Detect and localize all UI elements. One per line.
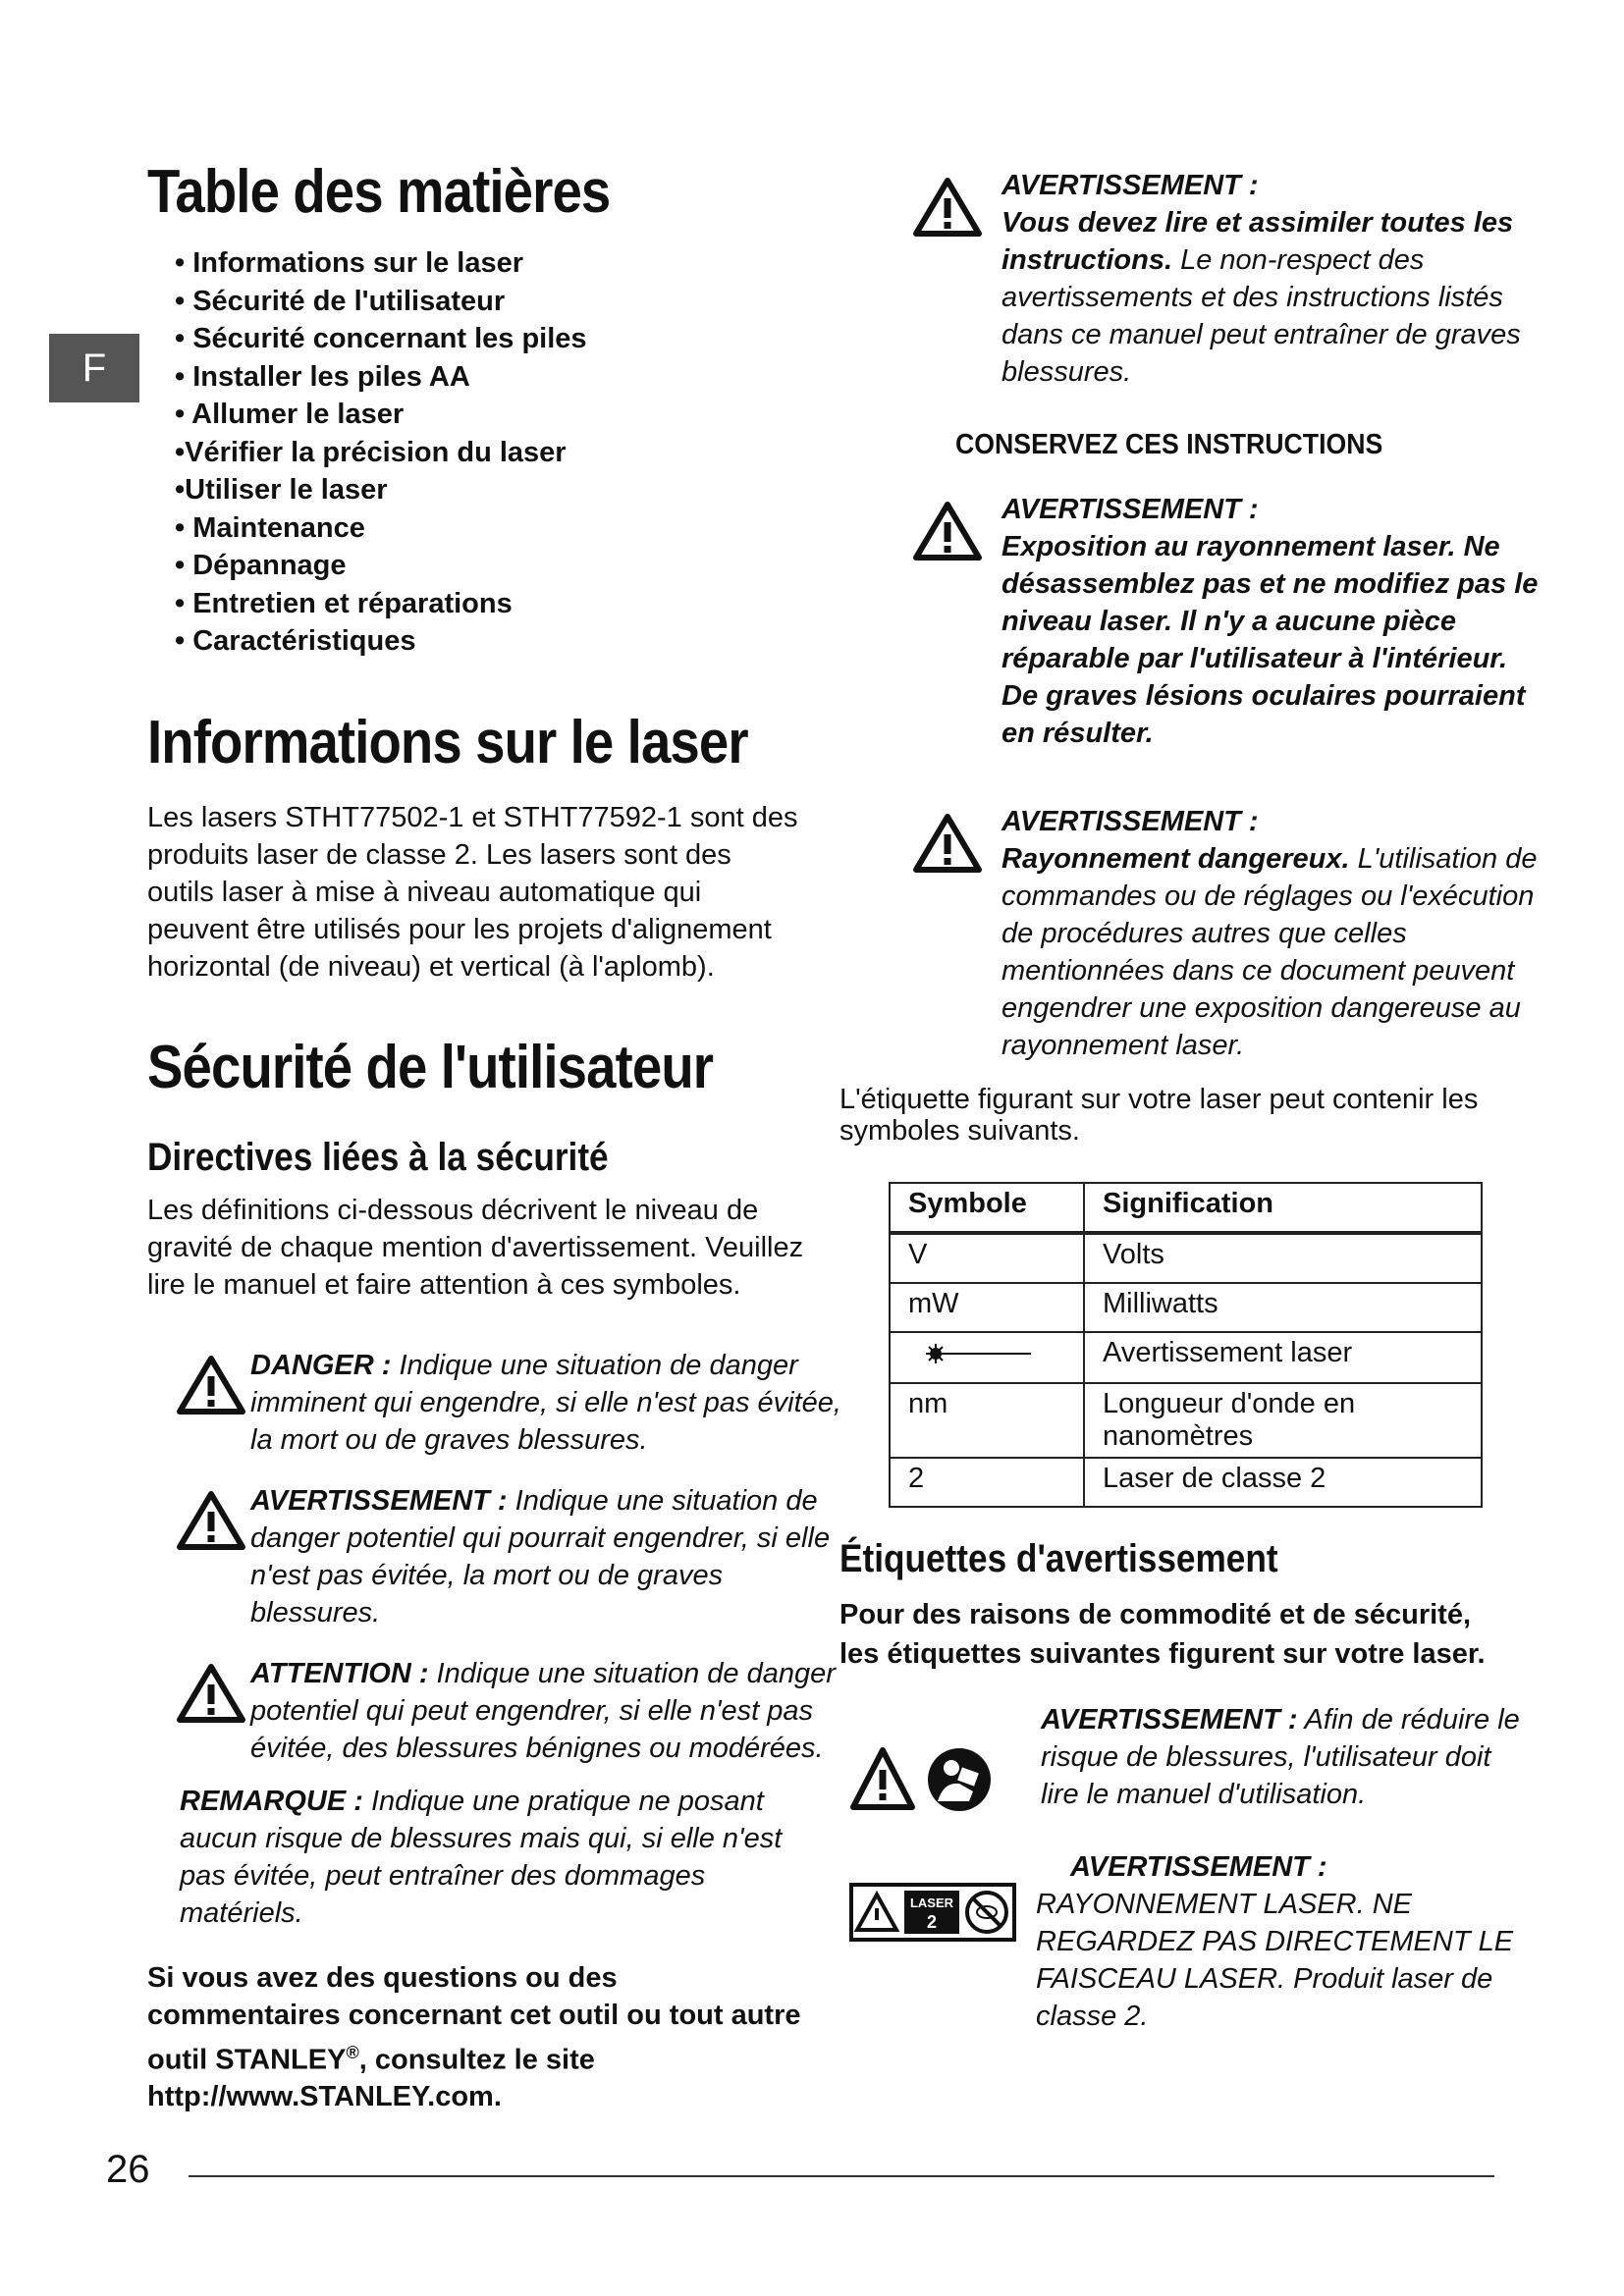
- label1-title: AVERTISSEMENT :: [1041, 1704, 1298, 1735]
- toc-item[interactable]: • Entretien et réparations: [175, 587, 513, 619]
- laser-info-body: Les lasers STHT77502-1 et STHT77592-1 sont des produits laser de classe 2. Les lasers sont des outils laser à mise à niveau automatique qui peuvent être utilisés pour les projets d'alignement horizontal (de niveau) et vertical (à l'aplomb).: [147, 801, 798, 983]
- warn1-label: AVERTISSEMENT :: [1001, 170, 1259, 201]
- table-header-cell: Signification: [1084, 1183, 1482, 1233]
- table-cell: mW: [890, 1283, 1084, 1332]
- caution-label: ATTENTION :: [250, 1657, 429, 1689]
- left-column: [147, 157, 841, 2115]
- table-cell: Laser de classe 2: [1084, 1458, 1482, 1507]
- safety-guidelines-subtitle: Directives liées à la sécurité: [147, 1135, 609, 1179]
- table-cell: V: [890, 1233, 1084, 1283]
- toc-item[interactable]: • Installer les piles AA: [175, 360, 470, 393]
- page-number: 26: [106, 2148, 150, 2191]
- table-row: [890, 1383, 1482, 1458]
- notice-text: Indique une pratique ne posant aucun risque de blessures mais qui, si elle n'est pas évitée, peut entraîner des dommages matériels.: [180, 1785, 783, 1929]
- table-cell: nm: [890, 1383, 1084, 1458]
- keep-instructions: CONSERVEZ CES INSTRUCTIONS: [955, 429, 1383, 460]
- warning-triangle-icon: [913, 177, 982, 238]
- warn2-label: AVERTISSEMENT :: [1001, 494, 1259, 525]
- toc-item[interactable]: •Vérifier la précision du laser: [175, 436, 567, 468]
- table-header-row: [890, 1183, 1482, 1233]
- label2-text: RAYONNEMENT LASER. NE REGARDEZ PAS DIRECTEMENT LE FAISCEAU LASER. Produit laser de classe 2.: [1036, 1889, 1514, 2032]
- safety-intro: Les définitions ci-dessous décrivent le niveau de gravité de chaque mention d'avertissement. Veuillez lire le manuel et faire attention à ces symboles.: [147, 1194, 804, 1301]
- toc-item[interactable]: • Sécurité concernant les piles: [175, 323, 587, 354]
- laser-badge-text: LASER: [909, 1896, 954, 1910]
- table-cell: 2: [890, 1458, 1084, 1507]
- table-row: [890, 1332, 1482, 1383]
- warning-triangle-icon: [913, 813, 982, 874]
- warning-triangle-icon: [177, 1663, 245, 1724]
- table-cell: Longueur d'onde en nanomètres: [1084, 1383, 1482, 1458]
- label1-text: Afin de réduire le risque de blessures, l'utilisateur doit lire le manuel d'utilisation.: [1041, 1704, 1520, 1810]
- registered-mark: ®: [346, 2042, 359, 2062]
- table-cell: Milliwatts: [1084, 1283, 1482, 1332]
- warning-labels-intro: Pour des raisons de commodité et de sécurité, les étiquettes suivantes figurent sur votre laser.: [839, 1599, 1486, 1670]
- toc-list: [175, 244, 805, 661]
- laser-class2-label-icon: [849, 1883, 1016, 1942]
- brand-name: STANLEY: [215, 2044, 347, 2076]
- label2-text-block: [1036, 1848, 1546, 2035]
- label1-text-block: [1041, 1701, 1532, 1813]
- warn3-bold: Rayonnement dangereux.: [1001, 843, 1350, 875]
- warn3-label: AVERTISSEMENT :: [1001, 806, 1259, 837]
- language-tab: F: [49, 334, 139, 402]
- read-instructions-warning: [874, 167, 1546, 391]
- table-header-cell: Symbole: [890, 1183, 1084, 1233]
- toc-item[interactable]: • Maintenance: [175, 511, 365, 544]
- footer-divider: [189, 2175, 1494, 2177]
- danger-block: [177, 1347, 849, 1459]
- notice-block: [180, 1783, 808, 1932]
- label-intro: L'étiquette figurant sur votre laser peut contenir les symboles suivants.: [839, 1084, 1479, 1147]
- caution-text: Indique une situation de danger potentiel qui peut engendrer, si elle n'est pas évitée, des blessures bénignes ou modérées.: [250, 1657, 836, 1764]
- notice-label: REMARQUE :: [180, 1785, 363, 1817]
- toc-title: Table des matières: [147, 158, 611, 226]
- user-safety-title: Sécurité de l'utilisateur: [147, 1033, 714, 1101]
- laser-info-title: Informations sur le laser: [147, 708, 748, 776]
- laser-beam-icon: [908, 1337, 1036, 1370]
- toc-item[interactable]: •Utiliser le laser: [175, 474, 388, 506]
- warn2-bold: Exposition au rayonnement laser. Ne désassemblez pas et ne modifiez pas le niveau laser. Il n'y a aucune pièce réparable par l'utilisateur à l'intérieur. De graves lésions oculaires pourraient en résulter.: [1001, 531, 1539, 749]
- warning-label: AVERTISSEMENT :: [250, 1484, 508, 1517]
- contact-text: Si vous avez des questions ou des commentaires concernant cet outil ou tout autre outil: [147, 1961, 801, 2076]
- toc-item[interactable]: • Informations sur le laser: [175, 247, 524, 279]
- symbol-table: [889, 1182, 1483, 1508]
- warn3-text: L'utilisation de commandes ou de réglages ou l'exécution de procédures autres que celles mentionnées dans ce document peuvent engendrer une exposition dangereuse au rayonnement laser.: [1001, 843, 1538, 1061]
- warning-block: [177, 1482, 849, 1631]
- contact-paragraph: [147, 1959, 805, 2116]
- warning-labels-title: Étiquettes d'avertissement: [839, 1537, 1278, 1580]
- table-cell: Avertissement laser: [1084, 1332, 1482, 1383]
- laser-badge-class: 2: [926, 1912, 938, 1932]
- toc-item[interactable]: • Dépannage: [175, 550, 347, 581]
- warning-text: Indique une situation de danger potentiel qui pourrait engendrer, si elle n'est pas évitée, la mort ou de graves blessures.: [250, 1484, 831, 1629]
- hazardous-radiation-warning: [874, 803, 1546, 1064]
- warning-triangle-icon: [177, 1355, 245, 1415]
- read-manual-label-icon: [849, 1740, 997, 1819]
- table-row: [890, 1458, 1482, 1507]
- laser-exposure-warning: [874, 491, 1546, 752]
- table-cell: Volts: [1084, 1233, 1482, 1283]
- warning-triangle-icon: [177, 1490, 245, 1551]
- table-row: [890, 1283, 1482, 1332]
- label2-title: AVERTISSEMENT :: [1070, 1851, 1327, 1883]
- danger-text: Indique une situation de danger imminent qui engendre, si elle n'est pas évitée, la mort ou de graves blessures.: [250, 1349, 841, 1456]
- warning-labels-area: [839, 1701, 1546, 2032]
- warning-triangle-icon: [913, 501, 982, 561]
- table-row: [890, 1233, 1482, 1283]
- danger-label: DANGER :: [250, 1349, 392, 1381]
- table-cell: [890, 1332, 1084, 1383]
- warn1-text: Le non-respect des avertissements et des instructions listés dans ce manuel peut entraîner de graves blessures.: [1001, 244, 1521, 388]
- right-column: [839, 167, 1546, 2032]
- caution-block: [177, 1655, 849, 1767]
- warn1-bold: Vous devez lire et assimiler toutes les instructions.: [1001, 207, 1514, 276]
- contact-url-text[interactable]: , consultez le site http://www.STANLEY.com.: [147, 2044, 595, 2113]
- toc-item[interactable]: • Sécurité de l'utilisateur: [175, 285, 506, 317]
- toc-item[interactable]: • Allumer le laser: [175, 399, 405, 430]
- toc-item[interactable]: • Caractéristiques: [175, 625, 416, 657]
